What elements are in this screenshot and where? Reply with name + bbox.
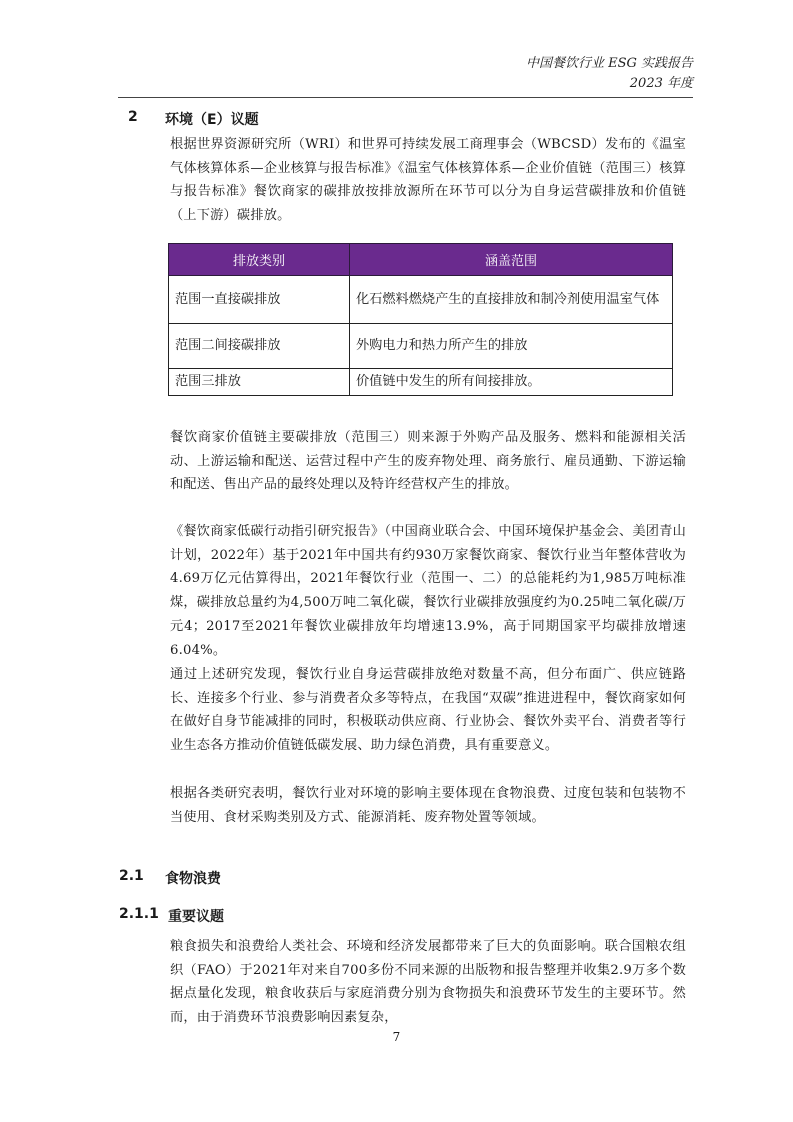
- section-2-title: 环境（E）议题: [165, 112, 259, 128]
- table-row: [169, 324, 673, 369]
- table-cell: 化石燃料燃烧产生的直接排放和制冷剂使用温室气体: [350, 276, 673, 324]
- body-paragraph: 《餐饮商家低碳行动指引研究报告》（中国商业联合会、中国环境保护基金会、美团青山计划，2022年）基于2021年中国共有约930万家餐饮商家、餐饮行业当年整体营收为4.69万亿元估算得出，2021年餐饮行业（范围一、二）的总能耗约为1,985万吨标准煤，碳排放总量约为4,500万吨二氧化碳，餐饮行业碳排放强度约为0.25吨二氧化碳/万元4；2017至2021年餐饮业碳排放年均增速13.9%，高于同期国家平均碳排放增速6.04%。: [170, 524, 686, 658]
- body-paragraph: 粮食损失和浪费给人类社会、环境和经济发展都带来了巨大的负面影响。联合国粮农组织（FAO）于2021年对来自700多份不同来源的出版物和报告整理并收集2.9万多个数据点量化发现，粮食收获后与家庭消费分别为食物损失和浪费环节发生的主要环节。然而，由于消费环节浪费影响因素复杂，: [170, 939, 686, 1026]
- section-2-1-1-title: 重要议题: [168, 909, 224, 925]
- body-paragraph: 餐饮商家价值链主要碳排放（范围三）则来源于外购产品及服务、燃料和能源相关活动、上游运输和配送、运营过程中产生的废弃物处理、商务旅行、雇员通勤、下游运输和配送、售出产品的最终处理以及特许经营权产生的排放。: [170, 430, 686, 493]
- section-2-1-title: 食物浪费: [165, 871, 221, 887]
- table-row: [169, 276, 673, 324]
- table-row: [169, 369, 673, 396]
- header-rule: [118, 97, 693, 98]
- report-title: 中国餐饮行业 ESG 实践报告: [525, 56, 693, 71]
- table-header-row: [169, 244, 673, 276]
- table-cell: 范围二间接碳排放: [169, 324, 350, 369]
- emission-scope-table: [168, 243, 673, 396]
- table-header-coverage: 涵盖范围: [350, 244, 673, 276]
- section-2-number: 2: [128, 109, 138, 125]
- body-paragraph: 根据各类研究表明，餐饮行业对环境的影响主要体现在食物浪费、过度包装和包装物不当使用、食材采购类别及方式、能源消耗、废弃物处置等领域。: [170, 786, 686, 825]
- table-cell: 范围一直接碳排放: [169, 276, 350, 324]
- body-paragraph: 通过上述研究发现，餐饮行业自身运营碳排放绝对数量不高，但分布面广、供应链路长、连接多个行业、参与消费者众多等特点，在我国“双碳”推进进程中，餐饮商家如何在做好自身节能减排的同时，积极联动供应商、行业协会、餐饮外卖平台、消费者等行业生态各方推动价值链低碳发展、助力绿色消费，具有重要意义。: [170, 667, 686, 754]
- section-2-1-number: 2.1: [119, 868, 144, 884]
- table-cell: 价值链中发生的所有间接排放。: [350, 369, 673, 396]
- section-2-1-1-number: 2.1.1: [119, 906, 159, 922]
- page-header: [526, 54, 693, 94]
- table-header-category: 排放类别: [169, 244, 350, 276]
- intro-paragraph: 根据世界资源研究所（WRI）和世界可持续发展工商理事会（WBCSD）发布的《温室气体核算体系—企业核算与报告标准》《温室气体核算体系—企业价值链（范围三）核算与报告标准》餐饮商家的碳排放按排放源所在环节可以分为自身运营碳排放和价值链（上下游）碳排放。: [170, 137, 686, 224]
- page-number: 7: [392, 1030, 401, 1044]
- table-cell: 外购电力和热力所产生的排放: [350, 324, 673, 369]
- table-cell: 范围三排放: [169, 369, 350, 396]
- report-year: 2023 年度: [629, 76, 693, 91]
